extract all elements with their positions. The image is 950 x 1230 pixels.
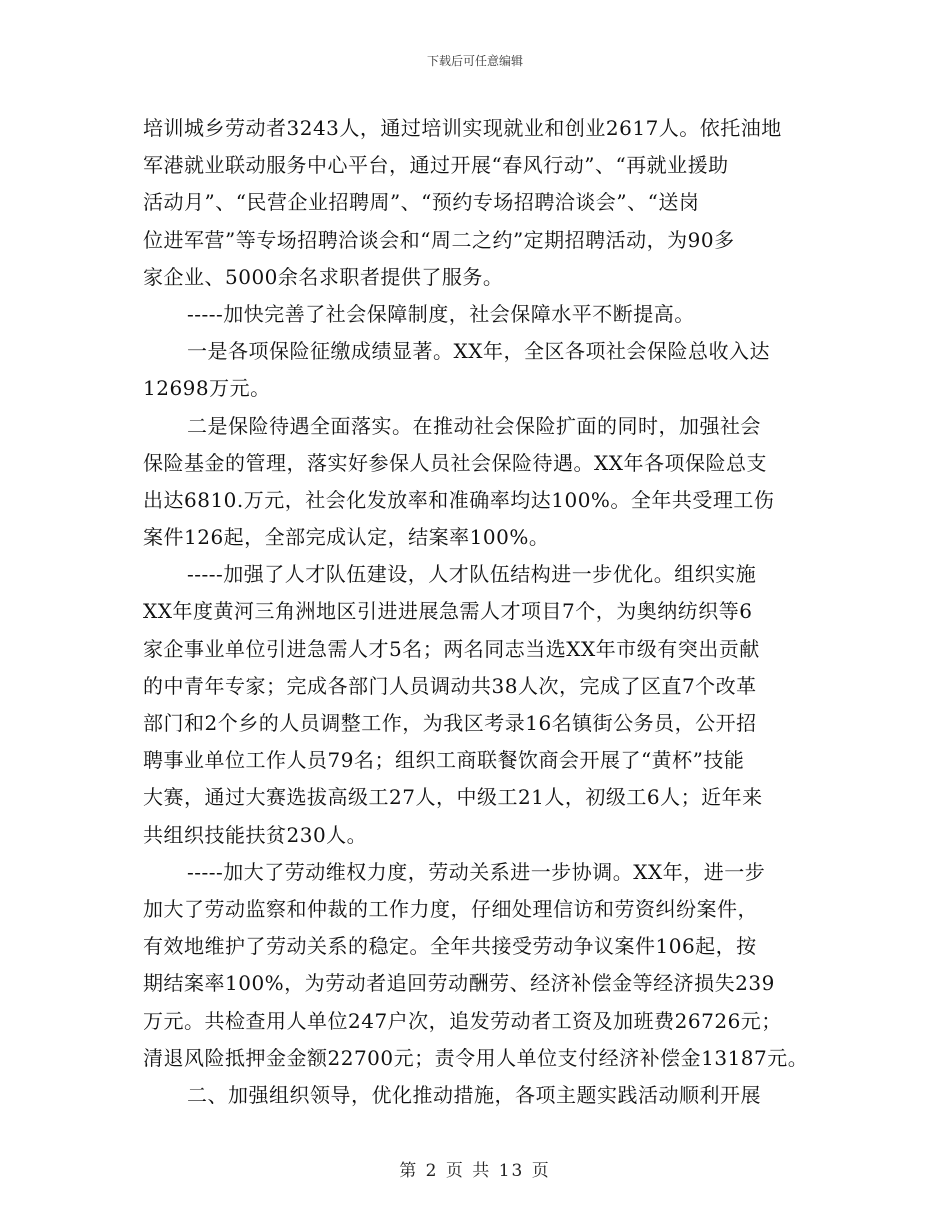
text-line: 的中青年专家；完成各部门人员调动共38人次，完成了区直7个改革: [143, 673, 757, 698]
text-line: 大赛，通过大赛选拔高级工27人，中级工21人，初级工6人；近年来: [143, 785, 763, 810]
text-line: 家企业、5000余名求职者提供了服务。: [143, 264, 504, 289]
text-line: XX年度黄河三角洲地区引进进展急需人才项目7个，为奥纳纺织等6: [143, 599, 753, 624]
text-line: 一是各项保险征缴成绩显著。XX年，全区各项社会保险总收入达: [187, 339, 770, 364]
text-line: 保险基金的管理，落实好参保人员社会保险待遇。XX年各项保险总支: [143, 450, 767, 475]
text-line: 加大了劳动监察和仲裁的工作力度，仔细处理信访和劳资纠纷案件，: [143, 896, 758, 921]
text-line: 万元。共检查用人单位247户次，追发劳动者工资及加班费26726元；: [143, 1008, 782, 1033]
document-body: [143, 110, 813, 1114]
page-number: 第 2 页 共 13 页: [399, 1161, 551, 1181]
header-note: 下载后可任意编辑: [426, 54, 523, 68]
text-line: 期结案率100%，为劳动者追回劳动酬劳、经济补偿金等经济损失239: [143, 971, 775, 996]
text-line: 案件126起，全部完成认定，结案率100%。: [143, 525, 550, 550]
text-line: -----加快完善了社会保障制度，社会保障水平不断提高。: [187, 301, 695, 326]
text-line: 共组织技能扶贫230人。: [143, 822, 368, 847]
text-line: 有效地维护了劳动关系的稳定。全年共接受劳动争议案件106起，按: [143, 934, 757, 959]
text-line: 聘事业单位工作人员79名；组织工商联餐饮商会开展了“黄杯”技能: [143, 748, 745, 773]
text-line: 二、加强组织领导，优化推动措施，各项主题实践活动顺利开展: [187, 1082, 761, 1107]
text-line: 活动月”、“民营企业招聘周”、“预约专场招聘洽谈会”、“送岗: [143, 190, 700, 215]
text-line: 位进军营”等专场招聘洽谈会和“周二之约”定期招聘活动，为90多: [143, 227, 735, 252]
text-line: 家企事业单位引进急需人才5名；两名同志当选XX年市级有突出贡献: [143, 636, 760, 661]
text-line: 军港就业联动服务中心平台，通过开展“春风行动”、“再就业援助: [143, 153, 729, 178]
text-line: 出达6810.万元，社会化发放率和准确率均达100%。全年共受理工伤: [143, 487, 775, 512]
text-line: -----加强了人才队伍建设，人才队伍结构进一步优化。组织实施: [187, 562, 757, 587]
text-line: 12698万元。: [143, 376, 271, 401]
text-line: 培训城乡劳动者3243人，通过培训实现就业和创业2617人。依托油地: [143, 116, 782, 140]
text-line: 二是保险待遇全面落实。在推动社会保险扩面的同时，加强社会: [187, 413, 761, 438]
text-line: 清退风险抵押金金额22700元；责令用人单位支付经济补偿金13187元。: [143, 1045, 809, 1070]
text-line: -----加大了劳动维权力度，劳动关系进一步协调。XX年，进一步: [187, 859, 766, 884]
text-line: 部门和2个乡的人员调整工作，为我区考录16名镇街公务员，公开招: [143, 711, 757, 735]
